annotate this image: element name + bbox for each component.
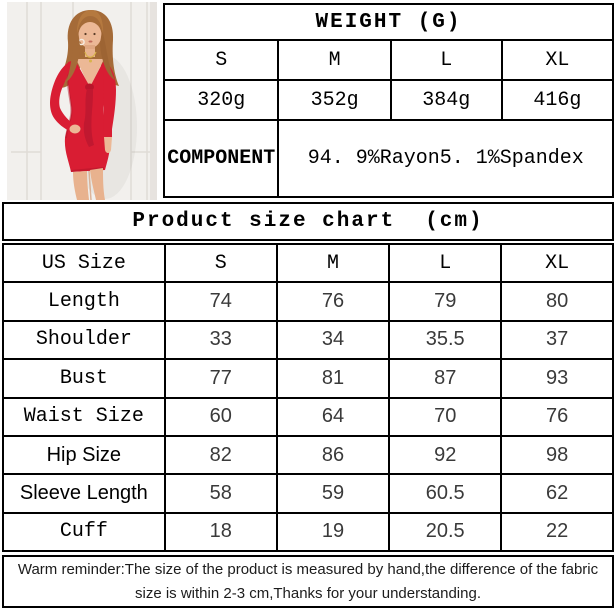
size-value: 74 [165, 282, 277, 320]
component-row [164, 120, 613, 197]
weight-size-s: S [164, 40, 278, 80]
size-chart-unit: (cm) [425, 210, 484, 233]
size-value: 60.5 [389, 474, 501, 512]
size-value: 58 [165, 474, 277, 512]
size-chart-title-bar [2, 202, 614, 241]
table-row-sleeve [3, 474, 613, 512]
size-value: 22 [501, 513, 613, 551]
row-label: Cuff [3, 513, 165, 551]
size-value: 64 [277, 398, 389, 436]
weight-size-l: L [391, 40, 502, 80]
size-value: 70 [389, 398, 501, 436]
weight-table-values-row [164, 80, 613, 120]
weight-value-m: 352g [278, 80, 390, 120]
table-row-bust [3, 359, 613, 397]
size-value: 79 [389, 282, 501, 320]
size-value: 35.5 [389, 321, 501, 359]
table-row-length [3, 282, 613, 320]
weight-value-xl: 416g [502, 80, 613, 120]
size-value: 76 [277, 282, 389, 320]
size-value: 60 [165, 398, 277, 436]
size-chart-table [2, 243, 614, 552]
row-label: Hip Size [3, 436, 165, 474]
product-photo [7, 2, 157, 200]
col-header-xl: XL [501, 244, 613, 282]
table-row-waist [3, 398, 613, 436]
weight-size-xl: XL [502, 40, 613, 80]
warm-reminder-text: Warm reminder:The size of the product is measured by hand,the difference of the fabric size is within 2-3 cm,Thanks for your understanding. [17, 561, 599, 602]
row-label: Length [3, 282, 165, 320]
size-value: 19 [277, 513, 389, 551]
model-photo-illustration [7, 2, 157, 200]
row-label: Sleeve Length [3, 474, 165, 512]
col-header-us-size: US Size [3, 244, 165, 282]
size-value: 80 [501, 282, 613, 320]
model-hand-right [104, 137, 112, 153]
size-chart-header-row [3, 244, 613, 282]
model-eye-left [84, 33, 86, 35]
col-header-l: L [389, 244, 501, 282]
component-label: COMPONENT [164, 120, 278, 197]
component-value: 94. 9%Rayon5. 1%Spandex [278, 120, 613, 197]
size-value: 59 [277, 474, 389, 512]
size-chart-title: Product size chart [132, 210, 396, 233]
model-eye-right [93, 33, 95, 35]
row-label: Shoulder [3, 321, 165, 359]
weight-table-header-row [164, 4, 613, 40]
size-value: 86 [277, 436, 389, 474]
weight-table [163, 3, 614, 198]
row-label: Bust [3, 359, 165, 397]
col-header-s: S [165, 244, 277, 282]
model-lips [89, 41, 93, 43]
table-row-shoulder [3, 321, 613, 359]
size-value: 93 [501, 359, 613, 397]
size-value: 34 [277, 321, 389, 359]
size-value: 98 [501, 436, 613, 474]
size-value: 81 [277, 359, 389, 397]
size-value: 62 [501, 474, 613, 512]
weight-value-l: 384g [391, 80, 502, 120]
size-value: 92 [389, 436, 501, 474]
size-value: 37 [501, 321, 613, 359]
size-value: 18 [165, 513, 277, 551]
col-header-m: M [277, 244, 389, 282]
size-value: 82 [165, 436, 277, 474]
size-value: 20.5 [389, 513, 501, 551]
row-label: Waist Size [3, 398, 165, 436]
size-value: 77 [165, 359, 277, 397]
table-row-hip [3, 436, 613, 474]
weight-table-sizes-row [164, 40, 613, 80]
size-value: 33 [165, 321, 277, 359]
size-value: 76 [501, 398, 613, 436]
model-hand-left [70, 125, 81, 134]
weight-table-title: WEIGHT (G) [164, 4, 613, 40]
weight-value-s: 320g [164, 80, 278, 120]
warm-reminder-box [2, 555, 614, 608]
size-value: 87 [389, 359, 501, 397]
table-row-cuff [3, 513, 613, 551]
weight-size-m: M [278, 40, 390, 80]
